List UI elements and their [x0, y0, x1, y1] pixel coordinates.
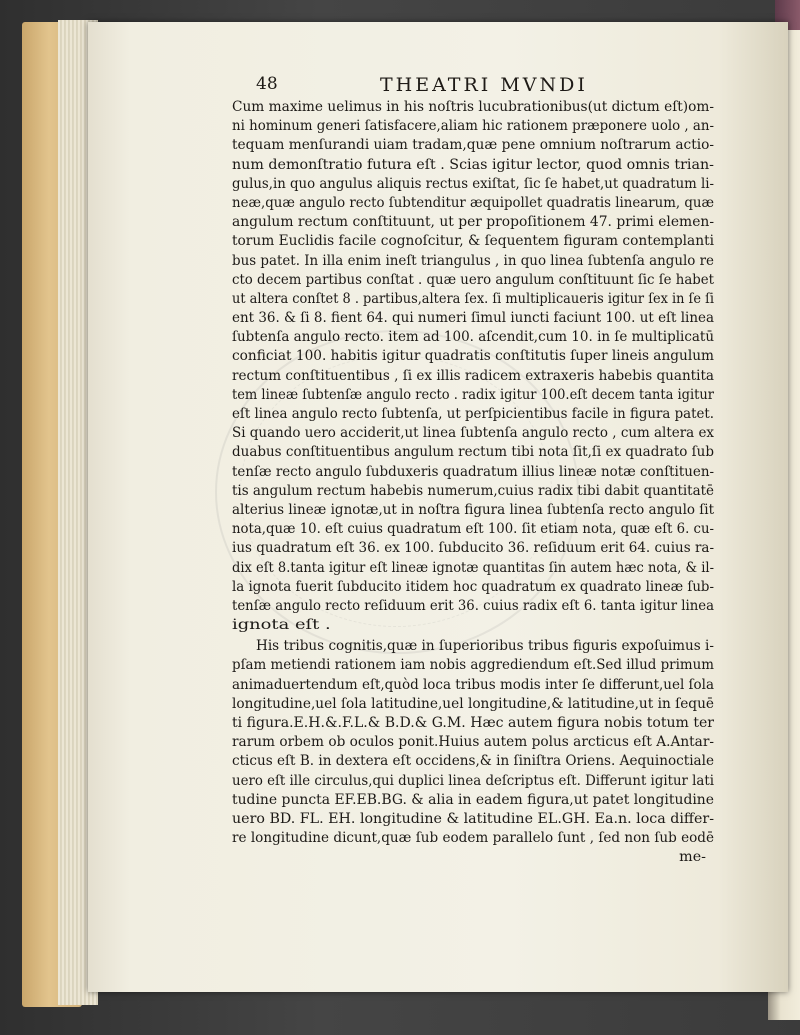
text-line: tenſæ angulo recto reſiduum erit 36. cuius radix eſt 6. tanta igitur linea	[232, 597, 714, 614]
text-line: ut altera conſtet 8 . partibus,altera ſex. ſi multiplicaueris igitur ſex in ſe ſi	[232, 290, 714, 307]
text-line: ſubtenſa angulo recto. item ad 100. aſcendit,cum 10. in ſe multiplicatū	[232, 329, 714, 346]
text-line: bus patet. In illa enim ineſt triangulus , in quo linea ſubtenſa angulo re	[232, 252, 714, 269]
text-line: Cum maxime uelimus in his noſtris lucubrationibus(ut dictum eſt)om-	[232, 99, 714, 115]
text-line: torum Euclidis facile cognoſcitur, & ſequentem figuram contemplanti	[232, 233, 714, 250]
text-line: re longitudine dicunt,quæ ſub eodem parallelo ſunt , ſed non ſub eodē	[232, 830, 714, 847]
text-line: tis angulum rectum habebis numerum,cuius radix tibi dabit quantitatē	[232, 482, 714, 499]
page-number: 48	[256, 74, 278, 94]
text-line: uero eſt ille circulus,qui duplici linea deſcriptus eſt. Differunt igitur lati	[232, 772, 714, 789]
text-line: la ignota fuerit ſubducito itidem hoc quadratum ex quadrato lineæ ſub-	[232, 578, 714, 595]
paragraph-1	[232, 98, 714, 635]
text-line: Si quando uero acciderit,ut linea ſubtenſa angulo recto , cum altera ex	[232, 425, 714, 442]
catchword: me-	[679, 849, 706, 866]
text-line: tenſæ recto angulo ſubduxeris quadratum illius lineæ notæ conſtituen-	[232, 463, 714, 480]
text-line: ius quadratum eſt 36. ex 100. ſubducito 36. reſiduum erit 64. cuius ra-	[232, 540, 714, 557]
body-text	[232, 98, 714, 868]
text-line: neæ,quæ angulo recto ſubtenditur æquipollet quadratis linearum, quæ	[232, 194, 714, 211]
page-header	[250, 74, 720, 98]
text-line: ent 36. & ſi 8. fient 64. qui numeri ſimul iuncti faciunt 100. ut eſt linea	[232, 310, 714, 327]
text-line: duabus conſtituentibus angulum rectum tibi nota ſit,ſi ex quadrato ſub	[232, 444, 714, 461]
text-line: animaduertendum eſt,quòd loca tribus modis inter ſe differunt,uel ſola	[232, 676, 714, 693]
text-line: pſam metiendi rationem iam nobis aggrediendum eſt.Sed illud primum	[232, 657, 714, 674]
text-line: longitudine,uel ſola latitudine,uel longitudine,& latitudine,ut in ſequē	[232, 695, 714, 712]
text-line: nota,quæ 10. eſt cuius quadratum eſt 100. ſit etiam nota, quæ eſt 6. cu-	[232, 521, 714, 538]
text-line: gulus,in quo angulus aliquis rectus exiſtat, ſic ſe habet,ut quadratum li-	[232, 175, 714, 192]
text-line: alterius lineæ ignotæ,ut in noſtra figura linea ſubtenſa recto angulo ſit	[232, 501, 714, 518]
paragraph-2	[232, 637, 714, 848]
text-line: tem lineæ ſubtenſæ angulo recto . radix igitur 100.eſt decem tanta igitur	[232, 386, 714, 403]
text-line: rectum conſtituentibus , ſi ex illis radicem extraxeris habebis quantita	[232, 367, 714, 384]
text-line: ni hominum generi ſatisfacere,aliam hic rationem præponere uolo , an-	[232, 118, 714, 135]
text-line: ti figura.E.H.&.F.L.& B.D.& G.M. Hæc autem figura nobis totum ter	[232, 715, 714, 731]
text-line: angulum rectum conſtituunt, ut per propoſitionem 47. primi elemen-	[232, 214, 714, 231]
text-line: uero BD. FL. EH. longitudine & latitudine EL.GH. Ea.n. loca differ-	[232, 810, 714, 827]
text-line: conficiat 100. habitis igitur quadratis conſtitutis ſuper lineis angulum	[232, 348, 714, 365]
text-line: eſt linea angulo recto ſubtenſa, ut perſpicientibus facile in figura patet.	[232, 406, 714, 422]
text-line: rarum orbem ob oculos ponit.Huius autem polus arcticus eſt A.Antar-	[232, 734, 714, 751]
text-line: num demonſtratio futura eſt . Scias igitur lector, quod omnis trian-	[232, 156, 714, 173]
text-line: tudine puncta EF.EB.BG. & alia in eadem figura,ut patet longitudine	[232, 791, 714, 808]
text-line: cticus eſt B. in dextera eſt occidens,& in ſiniſtra Oriens. Aequinoctiale	[232, 753, 714, 770]
text-line: ignota eſt .	[232, 617, 331, 634]
text-line: tequam menſurandi uiam tradam,quæ pene omnium noſtrarum actio-	[232, 137, 714, 154]
text-line: cto decem partibus conſtat . quæ uero angulum conſtituunt ſic ſe habet	[232, 271, 714, 288]
running-title: THEATRI MVNDI	[380, 74, 588, 96]
text-line: His tribus cognitis,quæ in ſuperioribus tribus figuris expoſuimus i-	[256, 638, 714, 655]
text-line: dix eſt 8.tanta igitur eſt lineæ ignotæ quantitas ſin autem hæc nota, & il-	[232, 559, 714, 576]
